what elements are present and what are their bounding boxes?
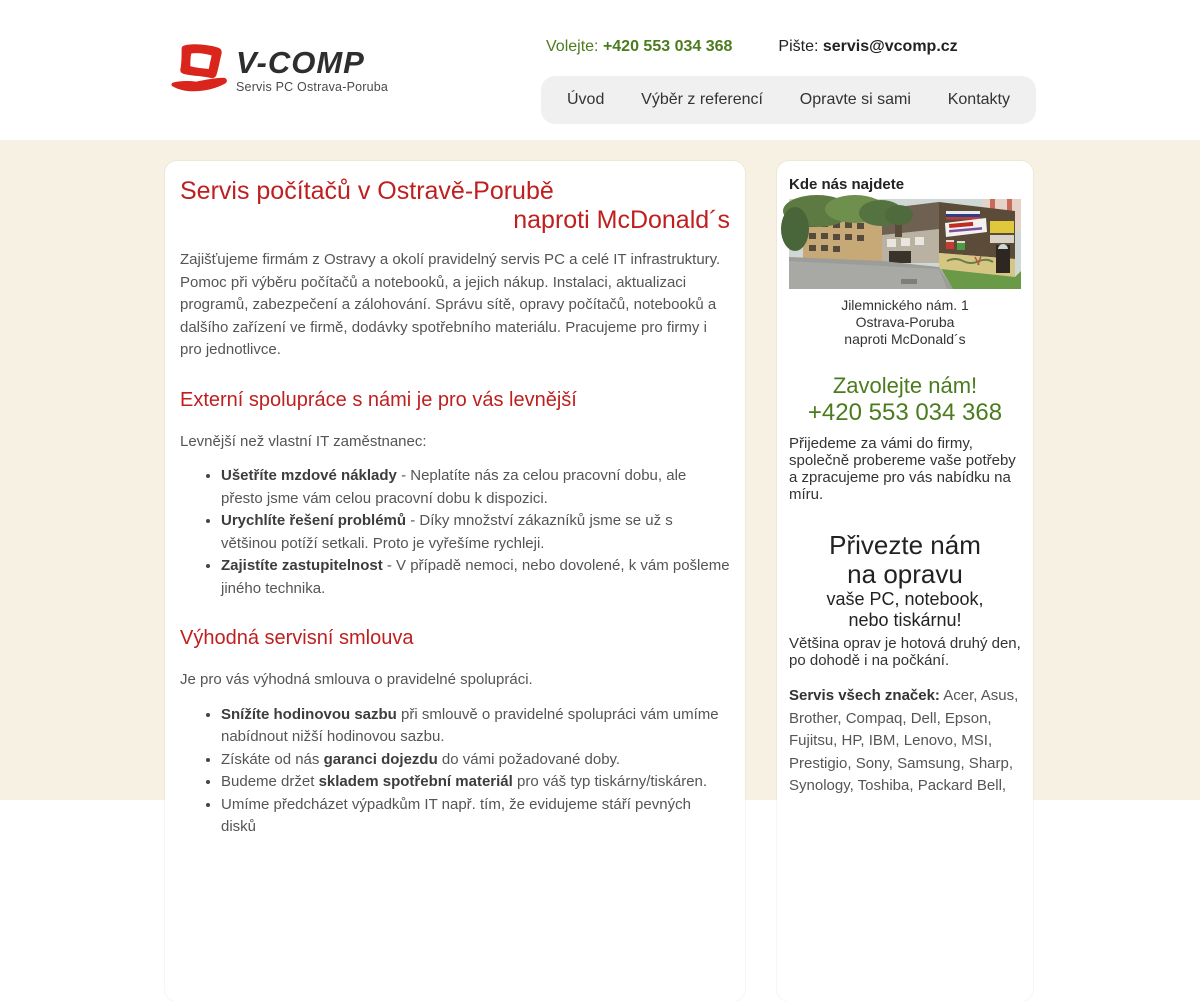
- bullet-text: - Díky množství zákazníků jsme se už s většinou potíží setkali. Proto je vyřešíme rychleji.: [221, 512, 673, 552]
- address-line: naproti McDonald´s: [844, 331, 966, 347]
- bring-repair-block: [789, 531, 1021, 631]
- email-link[interactable]: servis@vcomp.cz: [822, 38, 958, 55]
- section2-bullet-list: [180, 704, 730, 839]
- laptop-logo-icon: [170, 42, 232, 96]
- phone-number: +420 553 034 368: [602, 38, 733, 55]
- bullet-pre: Budeme držet: [221, 773, 319, 790]
- main-content-card: [165, 161, 745, 1001]
- page-body: [0, 140, 1200, 835]
- call-us-phone: +420 553 034 368: [807, 399, 1003, 426]
- bullet-bold: skladem spotřební materiál: [318, 773, 513, 790]
- brands-label: Servis všech značek:: [789, 687, 940, 704]
- header-phone: [546, 38, 732, 56]
- nav-item-reference[interactable]: Výběr z referencí: [641, 91, 763, 108]
- location-photo: [789, 199, 1021, 289]
- site-logo[interactable]: [170, 42, 388, 96]
- page-title-line2: naproti McDonald´s: [513, 206, 730, 234]
- bullet-text: při smlouvě o pravidelné spolupráci vám umíme nabídnout nižší hodinovou sazbu.: [221, 705, 719, 745]
- bring-line1: Přivezte nám: [829, 530, 981, 560]
- bullet-bold: Snížíte hodinovou sazbu: [221, 705, 397, 723]
- call-label: Volejte:: [546, 38, 599, 55]
- page-title: [180, 177, 730, 235]
- brands-list: Acer, Asus, Brother, Compaq, Dell, Epson, Fujitsu, HP, IBM, Lenovo, MSI, Prestigio, Sony, Samsung, Sharp, Synology, Toshiba, Packard Bell,: [789, 687, 1019, 794]
- logo-title: V-COMP: [236, 45, 365, 80]
- list-item: [221, 555, 730, 600]
- section-heading-external: Externí spolupráce s námi je pro vás levnější: [180, 388, 577, 411]
- bullet-text: do vámi požadované doby.: [437, 750, 621, 768]
- address-line: Jilemnického nám. 1: [841, 297, 969, 313]
- list-item: [221, 465, 730, 510]
- header-contact: [546, 38, 958, 56]
- list-item: [221, 794, 730, 839]
- list-item: [221, 771, 730, 794]
- bullet-bold: garanci dojezdu: [323, 750, 438, 768]
- bullet-text: - V případě nemoci, nebo dovolené, k vám pošleme jiného technika.: [221, 557, 730, 597]
- write-label: Pište:: [778, 38, 819, 55]
- call-us-block: [789, 372, 1021, 427]
- bullet-pre: Umíme předcházet výpadkům IT např. tím, že evidujeme stáří pevných disků: [221, 795, 691, 835]
- brands-paragraph: [789, 685, 1021, 798]
- bring-sub1: vaše PC, notebook,: [826, 589, 984, 609]
- bullet-bold: Urychlíte řešení problémů: [221, 512, 407, 529]
- nav-item-opravte[interactable]: Opravte si sami: [799, 91, 911, 108]
- main-nav: [541, 76, 1036, 124]
- section2-lead: Je pro vás výhodná smlouva o pravidelné spolupráci.: [180, 671, 533, 688]
- site-header: [0, 0, 1200, 140]
- nav-item-uvod[interactable]: Úvod: [567, 91, 605, 108]
- bring-line2: na opravu: [847, 559, 963, 589]
- address-line: Ostrava-Poruba: [855, 314, 955, 330]
- sidebar-where-heading: Kde nás najdete: [789, 176, 905, 193]
- call-us-heading: Zavolejte nám!: [832, 373, 978, 398]
- bullet-bold: Ušetříte mzdové náklady: [221, 467, 397, 484]
- section1-bullet-list: [180, 465, 730, 600]
- list-item: [221, 749, 730, 772]
- intro-paragraph: Zajišťujeme firmám z Ostravy a okolí pravidelný servis PC a celé IT infrastruktury. Pomoc při výběru počítačů a notebooků, a jejich nákup. Instalaci, aktualizaci programů, zabezpečení a zálohování. Správu sítě, opravy počítačů, notebooků a dalšího zařízení ve firmě, dodávky spotřebního materiálu. Pracujeme pro firmy i pro jednotlivce.: [180, 251, 721, 358]
- list-item: [221, 704, 730, 749]
- list-item: [221, 510, 730, 555]
- sidebar-card: [777, 161, 1033, 1001]
- logo-subtitle: Servis PC Ostrava-Poruba: [236, 80, 389, 94]
- logo-text: [236, 42, 388, 94]
- nav-item-kontakty[interactable]: Kontakty: [947, 91, 1010, 108]
- section1-lead: Levnější než vlastní IT zaměstnanec:: [180, 432, 427, 450]
- bullet-text: pro váš typ tiskárny/tiskáren.: [512, 773, 708, 790]
- page-title-line1: Servis počítačů v Ostravě-Porubě: [180, 177, 554, 205]
- address-block: [789, 297, 1021, 348]
- bullet-pre: Získáte od nás: [221, 750, 324, 768]
- bullet-text: - Neplatíte nás za celou pracovní dobu, ale přesto jsme vám celou pracovní dobu k dispozici.: [221, 467, 687, 507]
- header-email: [778, 38, 957, 56]
- section-heading-smlouva: Výhodná servisní smlouva: [180, 627, 414, 649]
- bullet-bold: Zajistíte zastupitelnost: [221, 557, 383, 574]
- call-us-text: Přijedeme za vámi do firmy, společně probereme vaše potřeby a zpracujeme pro vás nabídku na míru.: [789, 435, 1016, 503]
- bring-sub2: nebo tiskárnu!: [848, 610, 962, 630]
- bring-text: Většina oprav je hotová druhý den, po dohodě i na počkání.: [789, 635, 1021, 669]
